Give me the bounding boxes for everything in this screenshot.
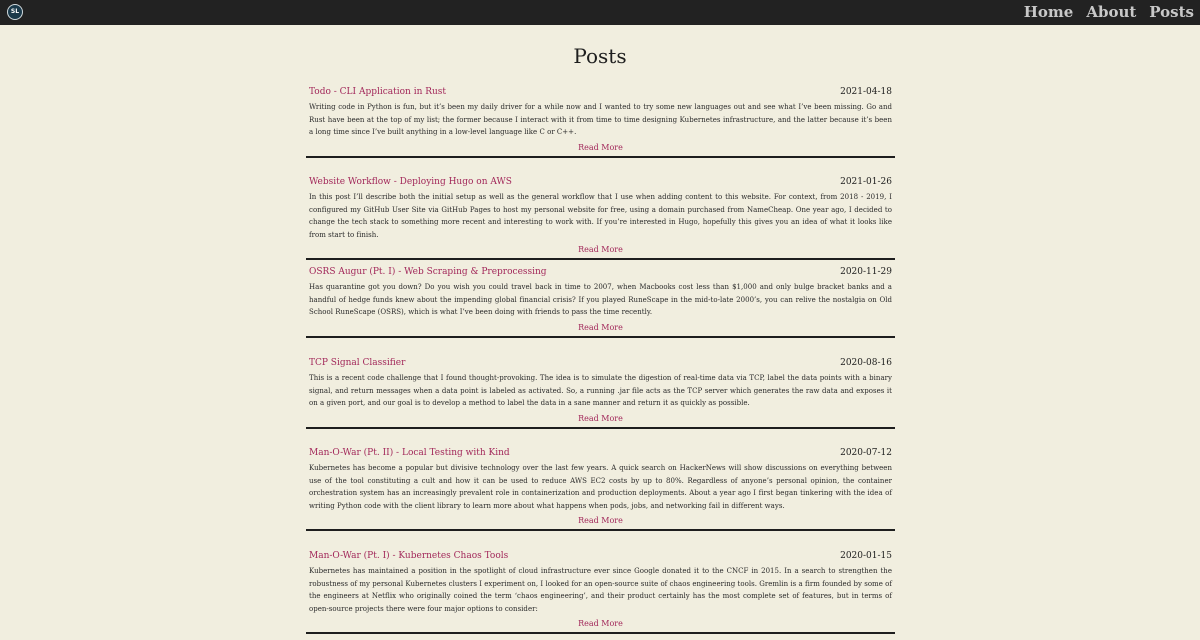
nav-home-link[interactable]: Home bbox=[1023, 3, 1074, 21]
post-date: 2020-07-12 bbox=[840, 448, 892, 458]
read-more-link[interactable]: Read More bbox=[578, 322, 623, 332]
post-summary: Kubernetes has become a popular but divisive technology over the last few years. A quick search on HackerNews will show discussions on everything between use of the tool constituting a cult and how it can be used to reduce AWS EC2 costs by up to 80%. Regardless of anyone’s personal opinion, the container orchestration system has an increasingly prevalent role in containerization and production deployments. About a year ago I first began tinkering with the idea of writing Python code with the client library to learn more about what happens when pods, jobs, and networking fail in different ways. bbox=[309, 464, 892, 510]
post-summary: In this post I’ll describe both the initial setup as well as the general workflow that I use when adding content to this website. For context, from 2018 - 2019, I configured my GitHub User Site via GitHub Pages to host my personal website for free, using a domain purchased from NameCheap. One year ago, I decided to change the tech stack to something more recent and interesting to work with. If you’re interested in Hugo, hopefully this gives you an idea of what it looks like from start to finish. bbox=[309, 193, 892, 239]
post-date: 2020-11-29 bbox=[840, 267, 892, 277]
post-divider bbox=[306, 336, 895, 338]
post-date: 2021-04-18 bbox=[840, 87, 892, 97]
post-title-link[interactable]: TCP Signal Classifier bbox=[309, 358, 406, 368]
post-item bbox=[306, 355, 895, 429]
post-item bbox=[306, 445, 895, 531]
post-item bbox=[306, 548, 895, 634]
post-summary: Writing code in Python is fun, but it’s been my daily driver for a while now and I wanted to try some new languages out and see what I’ve been missing. Go and Rust have been at the top of my list; the former because I interact with it from time to time designing Kubernetes infrastructure, and the latter because it’s been a long time since I’ve built anything in a low-level language like C or C++. bbox=[309, 103, 892, 137]
post-title-link[interactable]: Todo - CLI Application in Rust bbox=[309, 87, 447, 97]
post-summary: This is a recent code challenge that I found thought-provoking. The idea is to simulate the digestion of real-time data via TCP, label the data points with a binary signal, and return messages when a data point is labeled as activated. So, a running .jar file acts as the TCP server which generates the raw data and exposes it on a given port, and our goal is to develop a method to label the data in a sane manner and return it as quickly as possible. bbox=[309, 374, 892, 408]
post-title-link[interactable]: OSRS Augur (Pt. I) - Web Scraping & Preprocessing bbox=[309, 267, 547, 277]
post-title-link[interactable]: Man-O-War (Pt. II) - Local Testing with Kind bbox=[309, 448, 510, 458]
post-divider bbox=[306, 632, 895, 634]
post-summary: Has quarantine got you down? Do you wish you could travel back in time to 2007, when Macbooks cost less than $1,000 and only bulge bracket banks and a handful of hedge funds knew about the impending global financial crisis? If you played RuneScape in the mid-to-late 2000’s, you can relive the nostalgia on Old School RuneScape (OSRS), which is what I’ve been doing with friends to pass the time recently. bbox=[309, 283, 892, 317]
site-logo[interactable]: SL bbox=[7, 4, 23, 20]
nav-about-link[interactable]: About bbox=[1086, 3, 1137, 21]
post-item bbox=[306, 84, 895, 158]
post-divider bbox=[306, 529, 895, 531]
post-item bbox=[306, 174, 895, 260]
page-title: Posts bbox=[573, 44, 627, 68]
post-divider bbox=[306, 156, 895, 158]
post-title-link[interactable]: Website Workflow - Deploying Hugo on AWS bbox=[309, 177, 512, 187]
post-divider bbox=[306, 427, 895, 429]
read-more-link[interactable]: Read More bbox=[578, 619, 623, 629]
read-more-link[interactable]: Read More bbox=[578, 413, 623, 423]
post-item bbox=[306, 264, 895, 338]
read-more-link[interactable]: Read More bbox=[578, 516, 623, 526]
read-more-link[interactable]: Read More bbox=[578, 245, 623, 255]
post-date: 2020-01-15 bbox=[840, 551, 892, 561]
post-date: 2021-01-26 bbox=[840, 177, 892, 187]
top-navbar bbox=[0, 0, 1200, 25]
nav-links bbox=[1011, 0, 1194, 25]
post-title-link[interactable]: Man-O-War (Pt. I) - Kubernetes Chaos Tools bbox=[309, 551, 509, 561]
read-more-link[interactable]: Read More bbox=[578, 142, 623, 152]
nav-posts-link[interactable]: Posts bbox=[1149, 3, 1194, 21]
post-date: 2020-08-16 bbox=[840, 358, 892, 368]
post-summary: Kubernetes has maintained a position in the spotlight of cloud infrastructure ever since Google donated it to the CNCF in 2015. In a search to strengthen the robustness of my personal Kubernetes clusters I experiment on, I looked for an open-source suite of chaos engineering tools. Gremlin is a firm founded by some of the engineers at Netflix who originally coined the term ‘chaos engineering’, and their product certainly has the most complete set of features, but in terms of open-source projects there were four major options to consider: bbox=[309, 567, 892, 613]
post-divider bbox=[306, 258, 895, 260]
